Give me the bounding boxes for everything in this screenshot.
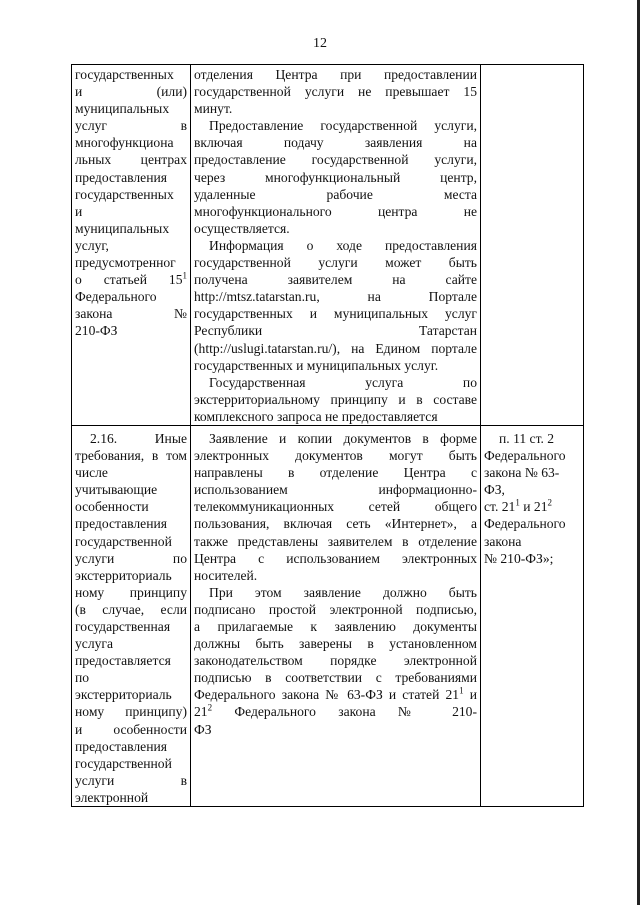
cell-line: особенности: [75, 499, 149, 515]
cell-line: муниципальных: [75, 101, 170, 117]
cell-line: предоставления: [75, 169, 168, 185]
page-number: 12: [313, 36, 327, 51]
cell-line: экстерриториаль: [75, 687, 172, 703]
cell-line: а прилагаемые к заявлению документы: [194, 619, 477, 634]
cell-line: № 210-ФЗ»;: [484, 550, 554, 566]
cell-line: государственной услуги может быть: [194, 255, 477, 271]
cell-line: ному принципу): [75, 704, 187, 720]
cell-line: минут.: [194, 101, 233, 117]
cell-line: Центра с использованием электронных: [194, 550, 477, 566]
cell-line: Предоставление государственной услуги,: [209, 118, 477, 134]
requirement-name-cell: [72, 65, 191, 426]
cell-line: телекоммуникационных сетей общего: [194, 499, 477, 515]
cell-line: электронной: [75, 789, 149, 805]
cell-line: [75, 271, 187, 288]
cell-line: Заявление и копии документов в форме: [209, 430, 477, 446]
cell-line: 210-ФЗ: [75, 323, 118, 339]
cell-line: http://mtsz.tatarstan.ru, на Портале: [194, 289, 477, 305]
cell-line: государственных: [75, 186, 174, 202]
cell-line: государственных и муниципальных услуг: [194, 306, 477, 322]
cell-line: комплексного запроса не предоставляется: [194, 408, 438, 424]
cell-line: подписью в соответствии с требованиями: [194, 670, 477, 686]
cell-line: предоставления: [75, 516, 168, 532]
cell-line: предоставляется: [75, 653, 171, 669]
cell-line: государственных и муниципальных услуг.: [194, 357, 439, 373]
cell-line: [194, 703, 477, 720]
cell-line: При этом заявление должно быть: [209, 584, 477, 600]
cell-line: закона № 63-ФЗ,: [484, 465, 560, 498]
cell-line: получена заявителем на сайте: [194, 272, 477, 288]
cell-line: по: [75, 670, 90, 686]
table-row: [72, 65, 584, 426]
cell-line: закона: [484, 533, 522, 549]
cell-line: Федерального: [75, 289, 157, 305]
cell-line: пользования, включая сеть «Интернет», а: [194, 516, 477, 532]
cell-line: Республики Татарстан: [194, 323, 477, 339]
cell-line: осуществляется.: [194, 220, 290, 236]
cell-line: Федерального: [484, 448, 566, 464]
regulation-table: [71, 64, 584, 807]
cell-line: и (или): [75, 84, 187, 100]
cell-text: Федерального закона № 63-ФЗ и статей 21: [194, 687, 460, 703]
cell-line: должны быть заверены в установленном: [194, 636, 477, 652]
cell-line: услуги в: [75, 772, 187, 788]
table-row: [72, 425, 584, 806]
cell-line: услуг,: [75, 237, 109, 253]
cell-line: также представлены заявителем в отделение: [194, 533, 477, 549]
cell-line: и особенности: [75, 721, 187, 737]
cell-line: (в случае, если: [75, 601, 187, 617]
cell-line: многофункциона: [75, 135, 174, 151]
cell-text: и 21: [519, 499, 548, 515]
cell-text: и: [463, 687, 477, 703]
cell-line: 2.16. Иные: [90, 430, 187, 446]
cell-line: государственных: [75, 67, 174, 82]
cell-line: числе: [75, 465, 108, 481]
cell-line: услуга: [75, 636, 114, 652]
cell-line: государственной: [75, 755, 172, 771]
cell-line: и: [75, 203, 83, 219]
cell-text: о статьей 15: [75, 272, 183, 288]
requirement-content-cell: [191, 65, 481, 426]
superscript: 2: [547, 497, 553, 508]
cell-text: ст. 21: [484, 499, 516, 515]
cell-text: 21: [194, 704, 208, 720]
cell-line: электронных документов могут быть: [194, 448, 477, 464]
cell-line: (http://uslugi.tatarstan.ru/), на Едином портале: [194, 340, 477, 356]
cell-line: через многофункциональный центр,: [194, 169, 477, 185]
cell-line: экстерриториальному принципу и в составе: [194, 391, 477, 407]
cell-line: ФЗ: [194, 721, 212, 737]
cell-line: многофункционального центра не: [194, 203, 477, 219]
cell-line: Государственная услуга по: [209, 374, 477, 390]
cell-line: закона №: [75, 306, 187, 322]
cell-text: Федерального закона № 210-: [212, 704, 477, 720]
cell-line: предоставление государственной услуги,: [194, 152, 477, 168]
cell-line: носителей.: [194, 567, 258, 583]
cell-line: требования, в том: [75, 448, 187, 464]
requirement-name-cell: [72, 425, 191, 806]
cell-line: законодательством порядке электронной: [194, 653, 477, 669]
cell-line: [484, 498, 580, 515]
cell-line: предусмотренног: [75, 255, 176, 271]
cell-line: экстерриториаль: [75, 567, 172, 583]
cell-line: Информация о ходе предоставления: [209, 237, 477, 253]
cell-line: государственная: [75, 619, 171, 634]
cell-line: учитывающие: [75, 482, 158, 498]
cell-line: направлены в отделение Центра с: [194, 465, 477, 481]
cell-line: государственной услуги не превышает 15: [194, 84, 477, 100]
cell-line: услуг в: [75, 118, 187, 134]
cell-line: подписано простой электронной подписью,: [194, 601, 477, 617]
requirement-content-cell: [191, 425, 481, 806]
superscript: 1: [459, 685, 464, 696]
superscript: 2: [207, 702, 213, 713]
superscript: 1: [515, 497, 520, 508]
cell-line: ному принципу: [75, 584, 187, 600]
cell-line: услуги по: [75, 550, 187, 566]
cell-line: муниципальных: [75, 220, 170, 236]
cell-line: предоставления: [75, 738, 168, 754]
legal-basis-cell: [481, 65, 584, 426]
cell-line: использованием информационно-: [194, 482, 477, 498]
superscript: 1: [182, 270, 187, 281]
cell-line: государственной: [75, 533, 172, 549]
cell-line: льных центрах: [75, 152, 187, 168]
cell-line: включая подачу заявления на: [194, 135, 477, 151]
cell-line: п. 11 ст. 2: [499, 430, 555, 446]
legal-basis-cell: [481, 425, 584, 806]
cell-line: [194, 686, 477, 703]
cell-line: удаленные рабочие места: [194, 186, 477, 202]
cell-line: Федерального: [484, 516, 566, 532]
cell-line: отделения Центра при предоставлении: [194, 67, 477, 82]
